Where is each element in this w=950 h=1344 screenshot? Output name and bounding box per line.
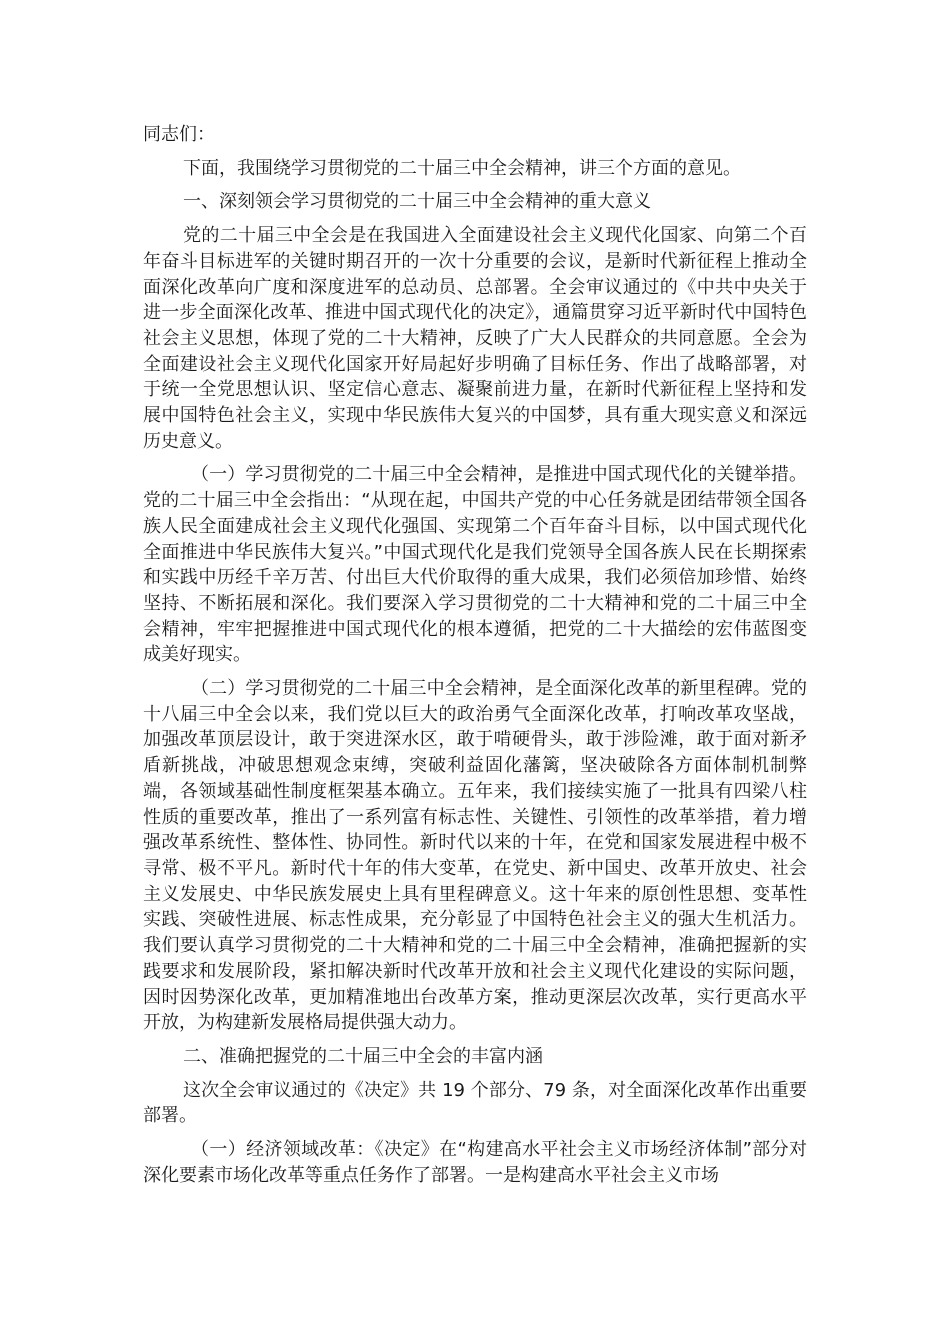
- salutation: 同志们：: [143, 124, 215, 145]
- section-1-subsection-1: （一）学习贯彻党的二十届三中全会精神，是推进中国式现代化的关键举措。党的二十届三中全会指出：“从现在起，中国共产党的中心任务就是团结带领全国各族人民全面建成社会主义现代化强国、实现第二个百年奋斗目标，以中国式现代化全面推进中华民族伟大复兴。”中国式现代化是我们党领导全国各族人民在长期探索和实践中历经千辛万苦、付出巨大代价取得的重大成果，我们必须倍加珍惜、始终坚持、不断拓展和深化。我们要深入学习贯彻党的二十大精神和党的二十届三中全会精神，牢牢把握推进中国式现代化的根本遵循，把党的二十大描绘的宏伟蓝图变成美好现实。: [143, 464, 807, 666]
- section-1-paragraph: 党的二十届三中全会是在我国进入全面建设社会主义现代化国家、向第二个百年奋斗目标进军的关键时期召开的一次十分重要的会议，是新时代新征程上推动全面深化改革向广度和深度进军的总动员、总部署。全会审议通过的《中共中央关于进一步全面深化改革、推进中国式现代化的决定》，通篇贯穿习近平新时代中国特色社会主义思想，体现了党的二十大精神，反映了广大人民群众的共同意愿。全会为全面建设社会主义现代化国家开好局起好步明确了目标任务、作出了战略部署，对于统一全党思想认识、坚定信心意志、凝聚前进力量，在新时代新征程上坚持和发展中国特色社会主义，实现中华民族伟大复兴的中国梦，具有重大现实意义和深远历史意义。: [143, 225, 807, 452]
- document-body: [143, 122, 807, 1196]
- section-1-subsection-2: （二）学习贯彻党的二十届三中全会精神，是全面深化改革的新里程碑。党的十八届三中全会以来，我们党以巨大的政治勇气全面深化改革，打响改革攻坚战，加强改革顶层设计，敢于突进深水区，敢于啃硬骨头，敢于涉险滩，敢于面对新矛盾新挑战，冲破思想观念束缚，突破利益固化藩篱，坚决破除各方面体制机制弊端，各领域基础性制度框架基本确立。五年来，我们接续实施了一批具有四梁八柱性质的重要改革，推出了一系列富有标志性、关键性、引领性的改革举措，着力增强改革系统性、整体性、协同性。新时代以来的十年，在党和国家发展进程中极不寻常、极不平凡。新时代十年的伟大变革，在党史、新中国史、改革开放史、社会主义发展史、中华民族发展史上具有里程碑意义。这十年来的原创性思想、变革性实践、突破性进展、标志性成果，充分彰显了中国特色社会主义的强大生机活力。我们要认真学习贯彻党的二十大精神和党的二十届三中全会精神，准确把握新的实践要求和发展阶段，紧扣解决新时代改革开放和社会主义现代化建设的实际问题，因时因势深化改革，更加精准地出台改革方案，推动更深层次改革，实行更高水平开放，为构建新发展格局提供强大动力。: [143, 678, 807, 1034]
- section-2-paragraph: 这次全会审议通过的《决定》共 19 个部分、79 条，对全面深化改革作出重要部署。: [143, 1079, 807, 1127]
- section-1-heading: 一、深刻领会学习贯彻党的二十届三中全会精神的重大意义: [183, 191, 651, 213]
- section-2-heading: 二、准确把握党的二十届三中全会的丰富内涵: [183, 1045, 543, 1067]
- section-2-subsection-1: （一）经济领域改革：《决定》在“构建高水平社会主义市场经济体制”部分对深化要素市场化改革等重点任务作了部署。一是构建高水平社会主义市场: [143, 1139, 807, 1186]
- intro-paragraph: 下面，我围绕学习贯彻党的二十届三中全会精神，讲三个方面的意见。: [183, 157, 741, 179]
